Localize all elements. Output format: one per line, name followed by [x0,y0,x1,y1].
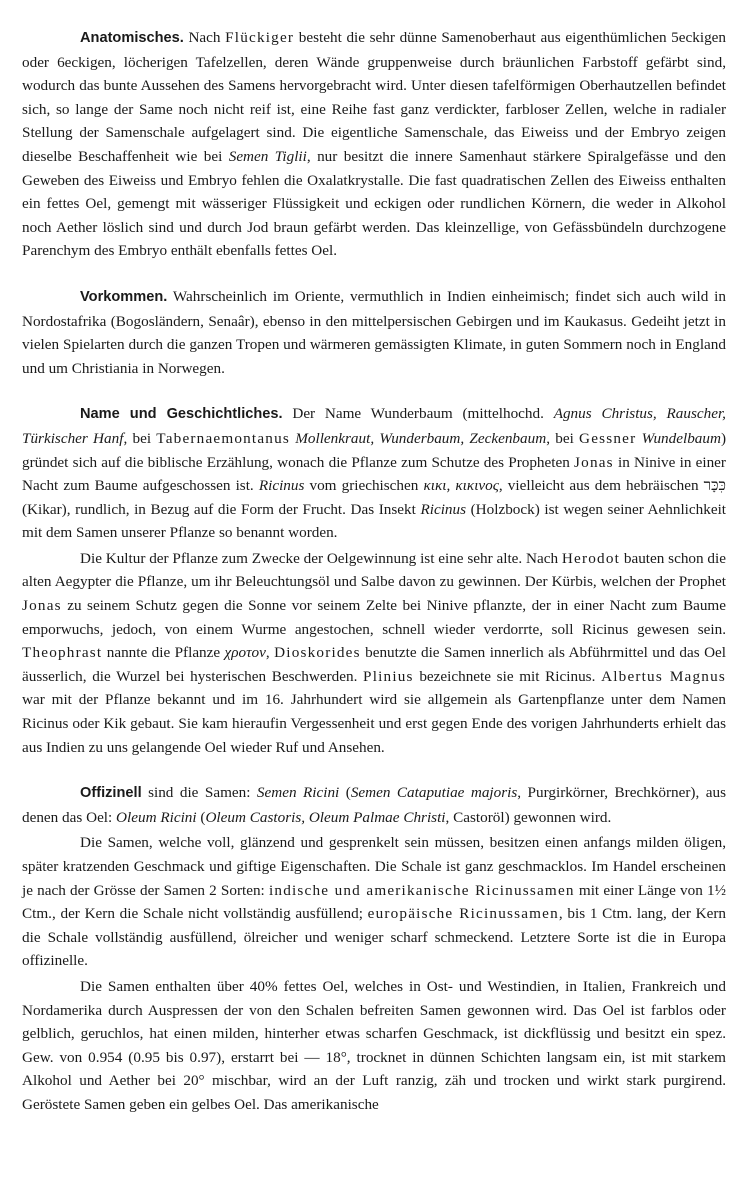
text-run: (Kikar), rundlich, in Bezug auf die Form der Frucht. Das Insekt [22,500,421,518]
paragraph-name-geschichtliches [22,402,726,545]
text-run: , bis 1 Ctm. lang, der Kern die Schale vollständig ausfüllend, ölreicher und weniger scharf schmeckend. Letztere Sorte ist die in Europa offizinelle. [22,905,726,970]
section-heading-vorkommen: Vorkommen. [80,288,168,305]
person-name: Jonas [22,597,62,615]
text-run: nannte die Pflanze [102,644,225,662]
author-name: Tabernaemontanus [156,429,290,447]
latin-term: Wundelbaum [641,429,721,447]
variety-name: indische und amerikanische Ricinussamen [268,881,575,899]
section-heading-name: Name und Geschichtliches. [80,406,283,423]
text-run: vom griechischen [304,477,424,495]
latin-term: Ricinus [420,500,467,518]
text-run: , vielleicht aus dem hebräischen [498,477,704,495]
paragraph-vorkommen [22,285,726,380]
greek-term: κικι, κικινος [423,477,499,495]
paragraph-oel [22,975,726,1117]
text-run: (Holzbock) ist wegen seiner Aehnlichkeit mit dem Samen unserer Pflanze so benannt worden. [22,500,727,542]
text-run: Die Kultur der Pflanze zum Zwecke der Oelgewinnung ist eine sehr alte. Nach [80,549,562,567]
paragraph-samen [22,831,726,973]
text-run: , bei [123,429,157,447]
text-run: Die Samen enthalten über 40% fettes Oel, welches in Ost- und Westindien, in Italien, Frankreich und Nordamerika durch Auspressen der von den Schalen befreiten Samen gewonnen wird. Das Oel ist farblos oder gelblich, geruchlos, hat einen milden, hinterher etwas scharfen Geschmack, ist dickflüssig und besitzt ein spez. Gew. von 0.954 (0.95 bis 0.97), erstarrt bei — 18°, trocknet in dünnen Schichten langsam ein, ist mit starkem Alkohol und Aether bei 20° mischbar, wird an der Luft ranzig, zäh und trocken und wirkt stark purgirend. Geröstete Samen geben ein gelbes Oel. Das amerikanische [22,977,726,1113]
text-run: Die Samen, welche voll, glänzend und gesprenkelt sein müssen, besitzen einen anfangs milden öligen, später kratzenden Geschmack und giftige Eigenschaften. Die Schale ist ganz geschmacklos. Im Handel erscheinen je nach der Grösse der Samen 2 Sorten: [22,834,726,899]
person-name: Herodot [561,549,621,567]
latin-term: Agnus Christus, Rauscher, Türkischer Hanf [22,405,726,447]
latin-term: Oleum Castoris, Oleum Palmae Christi [205,808,446,826]
person-name: Albertus Magnus [601,667,726,685]
text-run: , [265,644,275,662]
latin-term: Ricinus [258,477,305,495]
latin-term: Semen Cataputiae majoris [350,784,518,802]
latin-term: Oleum Ricini [116,808,197,826]
text-run: , bei [546,429,580,447]
text-run: bezeichnete sie mit Ricinus. [413,667,602,685]
person-name: Jonas [574,453,614,471]
text-run: Nach [188,29,226,46]
text-run: ( [196,808,206,826]
text-run: , Purgirkörner, Brechkörner), aus denen das Oel: [22,784,726,826]
person-name: Dioskorides [274,644,361,662]
text-run: , Castoröl) gewonnen wird. [445,808,612,826]
text-run: besteht die sehr dünne Samenoberhaut aus eigenthümlichen 5eckigen oder 6eckigen, löcherigen Tafelzellen, deren Wände gruppenweise durch bräunlichen Farbstoff gefärbt sind, wodurch das bunte Aussehen des Samens hervorgebracht wird. Unter diesen tafelförmigen Oberhautzellen befindet sich, so lange der Same noch nicht reif ist, eine Reihe fast ganz verdickter, farbloser Zellen, welche in radialer Stellung der Samenschale aufgelagert sind. Die eigentliche Samenschale, das Eiweiss und der Embryo zeigen dieselbe Beschaffenheit wie bei [22,29,726,165]
paragraph-offizinell [22,781,726,829]
text-run: ( [339,784,351,802]
latin-term: Semen Tiglii [228,147,307,165]
variety-name: europäische Ricinussamen [367,905,559,923]
paragraph-kultur [22,547,726,759]
text-run: Wahrscheinlich im Oriente, vermuthlich in Indien einheimisch; findet sich auch wild in Nordostafrika (Bogosländern, Senaâr), ebenso in den mittelpersischen Gebirgen und im Kaukasus. Gedeiht jetzt in vielen Spielarten durch die ganzen Tropen und wärmeren gemässigten Klimate, in guten Sommern noch in England und um Christiania in Norwegen. [22,287,726,377]
author-name: Gessner [579,429,637,447]
latin-term: Mollenkraut, Wunderbaum, Zeckenbaum [295,429,547,447]
text-run: zu seinem Schutz gegen die Sonne vor seinem Zelte bei Ninive pflanzte, der in einer Nacht zum Baume emporwuchs, jedoch, von einem Wurme angestochen, schnell wieder verdorrte, soll Ricinus gewesen sein. [22,597,726,638]
text-run: sind die Samen: [141,784,257,802]
person-name: Plinius [363,667,414,685]
text-run: , nur besitzt die innere Samenhaut stärkere Spiralgefässe und den Geweben des Eiweiss und Embryo fehlen die Oxalatkrystalle. Die fast quadratischen Zellen des Eiweiss enthalten ein fettes Oel, gemengt mit wässeriger Flüssigkeit und eckigen oder rundlichen Körnern, die weder in Alkohol noch Aether löslich sind und durch Jod braun gefärbt werden. Das kleinzellige, von Gefässbündeln durchzogene Parenchym des Embryo enthält ebenfalls fettes Oel. [22,147,727,260]
text-run: in Ninive in einer Nacht zum Baume aufgeschossen ist. [22,453,726,495]
latin-term: Semen Ricini [256,784,340,802]
section-heading-offizinell: Offizinell [80,785,142,802]
text-run: bauten schon die alten Aegypter die Pflanze, um ihr Beleuchtungsöl und Salbe davon zu gewinnen. Der Kürbis, welchen der Prophet [22,549,726,591]
section-heading-anatomisches: Anatomisches. [80,30,184,46]
hebrew-term: כִּכָּר [703,476,726,495]
text-run: ) gründet sich auf die biblische Erzählung, wonach die Pflanze zum Schutze des Propheten [22,429,727,471]
author-name: Flückiger [225,29,295,46]
paragraph-anatomisches [22,26,726,263]
text-run: Der Name Wunderbaum (mittelhochd. [282,405,554,423]
text-run: war mit der Pflanze bekannt und im 16. Jahrhundert wird sie allgemein als Gartenpflanze unter dem Namen Ricinus oder Kik gebaut. Sie kam hieraufin Vergessenheit und erst gegen Ende des vorigen Jahrhunderts erhielt das aus Indien zu uns gelangende Oel wieder Ruf und Ansehen. [22,691,726,756]
person-name: Theophrast [22,644,103,662]
text-run: benutzte die Samen innerlich als Abführmittel und das Oel äusserlich, die Wurzel bei hysterischen Beschwerden. [22,644,727,685]
greek-term: χροτον [224,644,266,662]
text-run: mit einer Länge von 1½ Ctm., der Kern die Schale nicht vollständig ausfüllend; [22,881,726,923]
